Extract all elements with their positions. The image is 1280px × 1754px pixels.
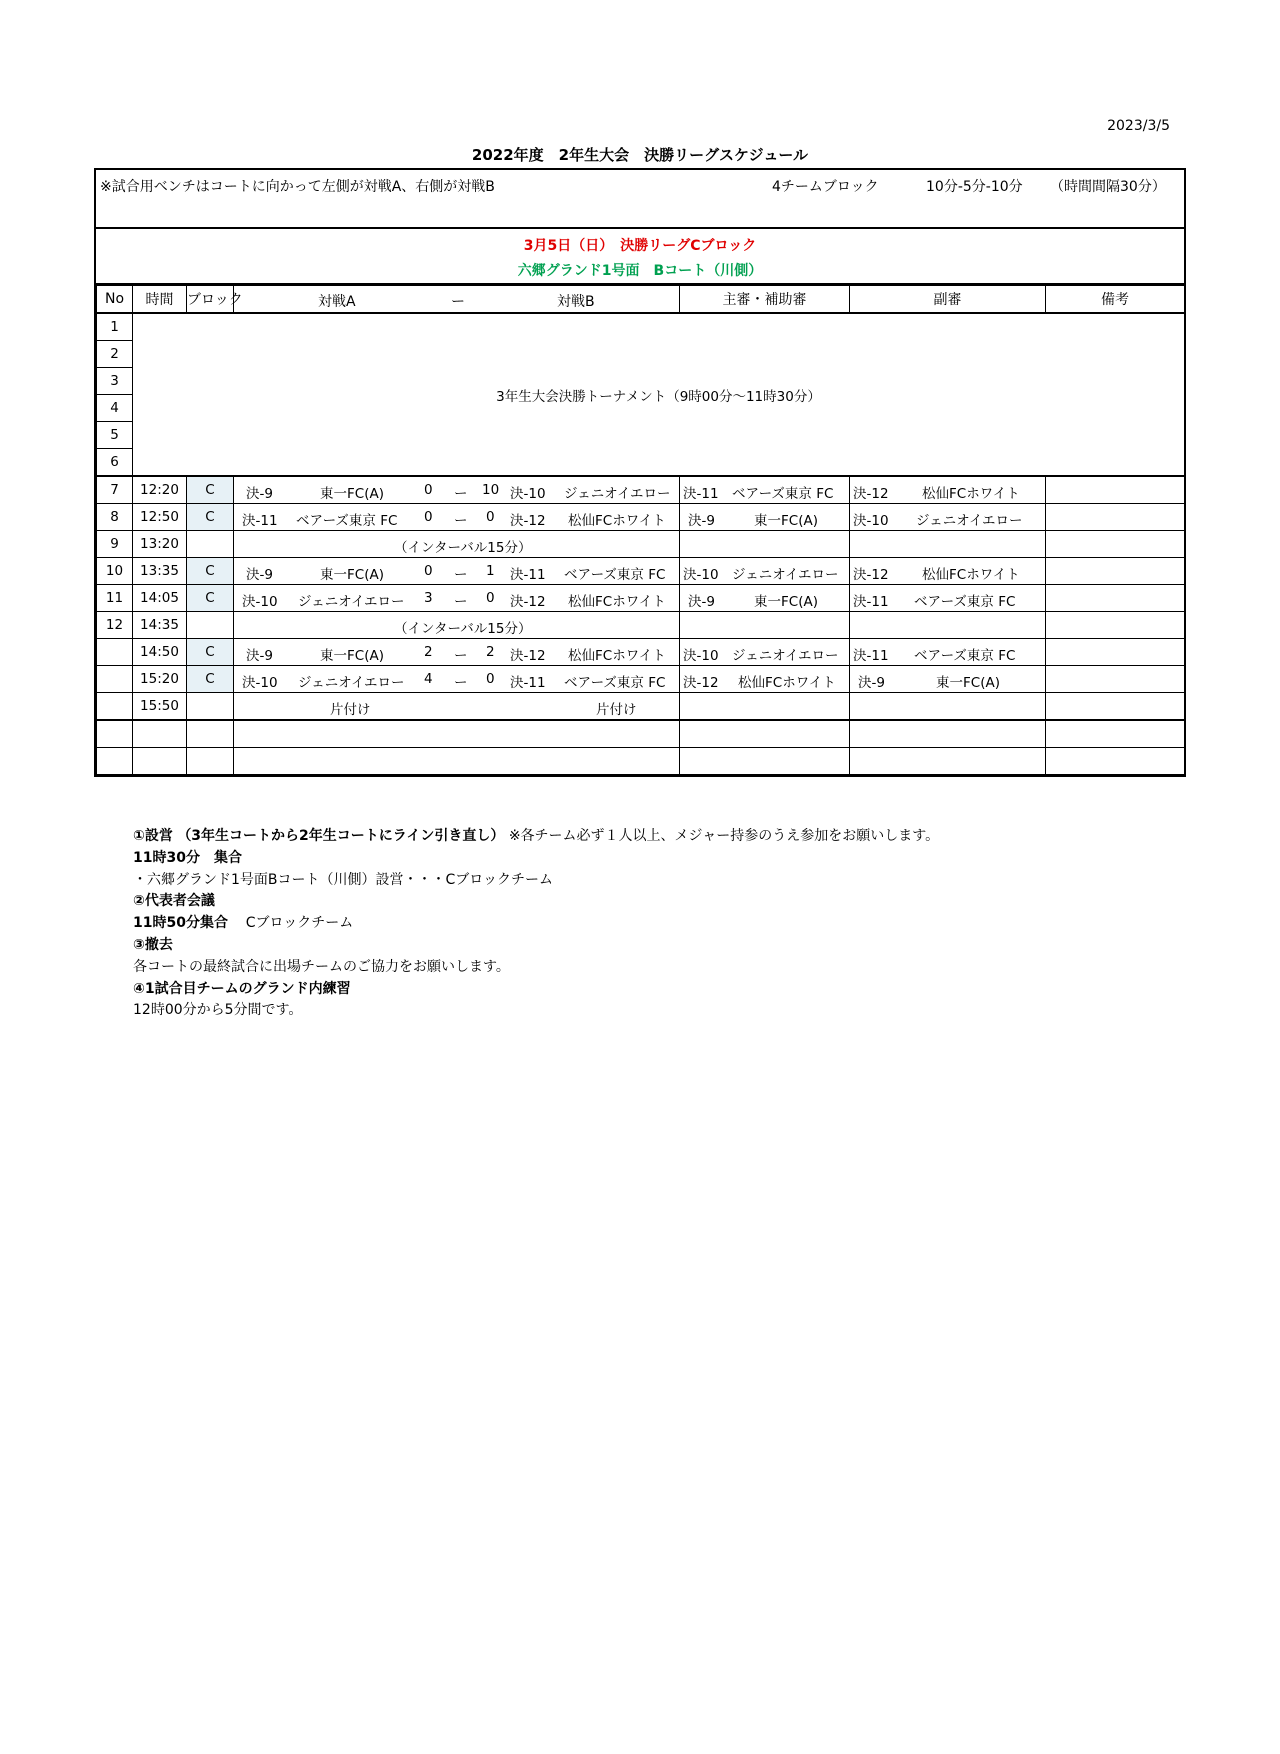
team-a-score: 0: [424, 563, 433, 579]
referee-code: 決-10: [683, 567, 719, 583]
note-line: 11時30分 集合: [133, 849, 242, 866]
referee-name: ジェニオイエロー: [732, 648, 839, 664]
row-match: [234, 585, 680, 612]
empty-cell: [133, 748, 187, 775]
referee-name: 松仙FCホワイト: [738, 675, 836, 691]
table-row: [97, 476, 1185, 504]
table-row: [97, 748, 1185, 775]
row-block: [187, 693, 234, 721]
score-dash: ー: [454, 513, 468, 529]
row-no: 8: [97, 504, 133, 531]
row-referee: [680, 531, 850, 558]
row-referee: [680, 693, 850, 721]
empty-cell: [187, 748, 234, 775]
team-a-name: 東一FC(A): [320, 486, 384, 502]
note-line: ③撤去: [133, 936, 173, 953]
team-a-code: 決-9: [246, 648, 273, 664]
team-a-score: 0: [424, 482, 433, 498]
header-team-a: 対戦A: [318, 294, 356, 310]
empty-cell: [97, 748, 133, 775]
row-time: 12:50: [133, 504, 187, 531]
team-b-name: 松仙FCホワイト: [568, 513, 666, 529]
row-block: C: [187, 476, 234, 504]
sub-referee-code: 決-9: [858, 675, 885, 691]
team-a-score: 0: [424, 509, 433, 525]
referee-name: ジェニオイエロー: [732, 567, 839, 583]
table-row: [97, 612, 1185, 639]
interval-note: （インターバル15分）: [394, 621, 532, 637]
team-b-name: 松仙FCホワイト: [568, 594, 666, 610]
note-line: ・六郷グランド1号面Bコート（川側）設営・・・Cブロックチーム: [133, 871, 554, 888]
header-sub-referee: 副審: [850, 286, 1046, 314]
sub-referee-code: 決-12: [853, 567, 889, 583]
team-b-score: 0: [486, 671, 495, 687]
table-row: [97, 666, 1185, 693]
referee-code: 決-9: [688, 513, 715, 529]
sub-referee-name: ベアーズ東京 FC: [914, 594, 1016, 610]
row-time: 15:20: [133, 666, 187, 693]
row-remarks: [1046, 531, 1185, 558]
table-row: [97, 720, 1185, 748]
row-time: 14:35: [133, 612, 187, 639]
referee-name: 東一FC(A): [754, 594, 818, 610]
row-sub-referee: [850, 531, 1046, 558]
note-detail: Cブロックチーム: [245, 915, 354, 932]
row-match: [234, 666, 680, 693]
team-a-code: 決-9: [246, 486, 273, 502]
team-b-score: 1: [486, 563, 495, 579]
note-line: [133, 913, 939, 935]
table-row: [97, 585, 1185, 612]
row-match: [234, 558, 680, 585]
row-no: 1: [97, 313, 133, 341]
table-row: [97, 558, 1185, 585]
note-line: 12時00分から5分間です。: [133, 1002, 303, 1019]
tournament-note: 3年生大会決勝トーナメント（9時00分～11時30分）: [133, 313, 1185, 476]
schedule-table: [96, 285, 1185, 775]
empty-cell: [850, 748, 1046, 775]
header-time: 時間: [133, 286, 187, 314]
row-no: 10: [97, 558, 133, 585]
team-a-score: 4: [424, 671, 433, 687]
score-dash: ー: [454, 648, 468, 664]
header-no: No: [97, 286, 133, 314]
empty-cell: [680, 720, 850, 748]
row-referee: [680, 612, 850, 639]
team-b-code: 決-11: [510, 567, 546, 583]
empty-cell: [850, 720, 1046, 748]
team-a-code: 決-10: [242, 675, 278, 691]
team-b-score: 0: [486, 509, 495, 525]
band-date-line: 3月5日（日） 決勝リーグCブロック: [523, 238, 757, 254]
row-remarks: [1046, 476, 1185, 504]
header-match: [234, 286, 680, 314]
row-no: 4: [97, 395, 133, 422]
row-referee: [680, 666, 850, 693]
row-sub-referee: [850, 504, 1046, 531]
row-block: C: [187, 666, 234, 693]
header-team-b: 対戦B: [557, 294, 595, 310]
table-row: [97, 693, 1185, 721]
team-a-score: 3: [424, 590, 433, 606]
row-sub-referee: [850, 585, 1046, 612]
empty-cell: [1046, 720, 1185, 748]
bench-notice: ※試合用ベンチはコートに向かって左側が対戦A、右側が対戦B: [100, 179, 495, 195]
note-line: [133, 826, 939, 848]
row-match: [234, 531, 680, 558]
row-no: 5: [97, 422, 133, 449]
row-match: [234, 693, 680, 721]
sub-referee-name: 松仙FCホワイト: [922, 567, 1020, 583]
row-time: 14:50: [133, 639, 187, 666]
empty-cell: [97, 720, 133, 748]
row-referee: [680, 639, 850, 666]
empty-cell: [133, 720, 187, 748]
sub-referee-name: 松仙FCホワイト: [922, 486, 1020, 502]
team-b-score: 10: [482, 482, 500, 498]
team-b-name: ジェニオイエロー: [564, 486, 671, 502]
schedule-band: [96, 229, 1184, 285]
note-heading: 11時50分集合: [133, 915, 228, 932]
row-remarks: [1046, 666, 1185, 693]
team-a-name: 東一FC(A): [320, 567, 384, 583]
empty-cell: [234, 720, 680, 748]
header-dash: ー: [451, 294, 465, 310]
team-a-name: ジェニオイエロー: [298, 675, 405, 691]
row-no: 6: [97, 449, 133, 477]
score-dash: ー: [454, 594, 468, 610]
team-a-code: 決-9: [246, 567, 273, 583]
document-date: 2023/3/5: [1107, 118, 1170, 134]
header-block: ブロック: [187, 286, 234, 314]
note-detail: （3年生コートから2年生コートにライン引き直し）: [177, 828, 505, 844]
row-match: [234, 612, 680, 639]
row-remarks: [1046, 693, 1185, 721]
note-extra: ※各チーム必ず１人以上、メジャー持参のうえ参加をお願いします。: [508, 828, 940, 844]
row-no: 9: [97, 531, 133, 558]
sub-referee-code: 決-11: [853, 594, 889, 610]
team-b-score: 2: [486, 644, 495, 660]
score-dash: ー: [454, 675, 468, 691]
header-referee: 主審・補助審: [680, 286, 850, 314]
note-heading: ①設営: [133, 828, 173, 844]
band-venue-line: 六郷グランド1号面 Bコート（川側）: [517, 263, 763, 279]
sub-referee-code: 決-11: [853, 648, 889, 664]
row-sub-referee: [850, 693, 1046, 721]
empty-cell: [680, 748, 850, 775]
team-a-name: ジェニオイエロー: [298, 594, 405, 610]
empty-cell: [1046, 748, 1185, 775]
header-remarks: 備考: [1046, 286, 1185, 314]
referee-code: 決-9: [688, 594, 715, 610]
row-no: 2: [97, 341, 133, 368]
score-dash: ー: [454, 567, 468, 583]
row-sub-referee: [850, 558, 1046, 585]
row-no: [97, 639, 133, 666]
row-match: [234, 639, 680, 666]
row-time: 15:50: [133, 693, 187, 721]
row-time: 12:20: [133, 476, 187, 504]
row-sub-referee: [850, 476, 1046, 504]
team-a-code: 決-10: [242, 594, 278, 610]
notice-row: [96, 170, 1184, 229]
referee-code: 決-10: [683, 648, 719, 664]
row-block: C: [187, 585, 234, 612]
match-format: 10分-5分-10分: [926, 179, 1023, 195]
schedule-frame: [94, 168, 1186, 777]
interval-note: （インターバル15分）: [394, 540, 532, 556]
row-time: 13:35: [133, 558, 187, 585]
row-referee: [680, 504, 850, 531]
row-remarks: [1046, 612, 1185, 639]
row-sub-referee: [850, 639, 1046, 666]
row-no: 11: [97, 585, 133, 612]
row-no: 3: [97, 368, 133, 395]
team-b-code: 決-12: [510, 594, 546, 610]
team-b-code: 決-12: [510, 648, 546, 664]
note-line: ②代表者会議: [133, 893, 215, 910]
row-remarks: [1046, 639, 1185, 666]
referee-name: 東一FC(A): [754, 513, 818, 529]
row-sub-referee: [850, 612, 1046, 639]
team-a-name: ベアーズ東京 FC: [296, 513, 398, 529]
table-row: [97, 639, 1185, 666]
team-b-name: ベアーズ東京 FC: [564, 675, 666, 691]
note-line: ④1試合目チームのグランド内練習: [133, 980, 351, 997]
sub-referee-code: 決-10: [853, 513, 889, 529]
team-a-score: 2: [424, 644, 433, 660]
team-b-code: 決-10: [510, 486, 546, 502]
row-no: 12: [97, 612, 133, 639]
row-remarks: [1046, 558, 1185, 585]
cleanup-b: 片付け: [596, 702, 637, 718]
row-time: 14:05: [133, 585, 187, 612]
referee-name: ベアーズ東京 FC: [732, 486, 834, 502]
referee-code: 決-12: [683, 675, 719, 691]
table-row: [97, 531, 1185, 558]
sub-referee-code: 決-12: [853, 486, 889, 502]
row-referee: [680, 558, 850, 585]
row-no: 7: [97, 476, 133, 504]
row-block: C: [187, 639, 234, 666]
row-referee: [680, 585, 850, 612]
row-match: [234, 476, 680, 504]
team-b-code: 決-11: [510, 675, 546, 691]
empty-cell: [234, 748, 680, 775]
cleanup-a: 片付け: [330, 702, 371, 718]
match-interval: （時間間隔30分）: [1050, 179, 1166, 195]
notes-section: [133, 826, 939, 1022]
team-b-code: 決-12: [510, 513, 546, 529]
sub-referee-name: ジェニオイエロー: [916, 513, 1023, 529]
referee-code: 決-11: [683, 486, 719, 502]
row-match: [234, 504, 680, 531]
row-remarks: [1046, 504, 1185, 531]
block-type: 4チームブロック: [772, 179, 879, 195]
row-time: 13:20: [133, 531, 187, 558]
empty-cell: [187, 720, 234, 748]
sub-referee-name: ベアーズ東京 FC: [914, 648, 1016, 664]
team-a-code: 決-11: [242, 513, 278, 529]
table-row: [97, 504, 1185, 531]
row-block: [187, 531, 234, 558]
document-title: 2022年度 2年生大会 決勝リーグスケジュール: [471, 146, 809, 164]
score-dash: ー: [454, 486, 468, 502]
table-row: [97, 313, 1185, 341]
team-b-score: 0: [486, 590, 495, 606]
row-sub-referee: [850, 666, 1046, 693]
sub-referee-name: 東一FC(A): [936, 675, 1000, 691]
row-block: [187, 612, 234, 639]
row-remarks: [1046, 585, 1185, 612]
team-a-name: 東一FC(A): [320, 648, 384, 664]
row-referee: [680, 476, 850, 504]
team-b-name: 松仙FCホワイト: [568, 648, 666, 664]
header-row: [97, 286, 1185, 314]
row-no: [97, 693, 133, 721]
team-b-name: ベアーズ東京 FC: [564, 567, 666, 583]
row-no: [97, 666, 133, 693]
row-block: C: [187, 504, 234, 531]
note-line: 各コートの最終試合に出場チームのご協力をお願いします。: [133, 958, 510, 975]
row-block: C: [187, 558, 234, 585]
